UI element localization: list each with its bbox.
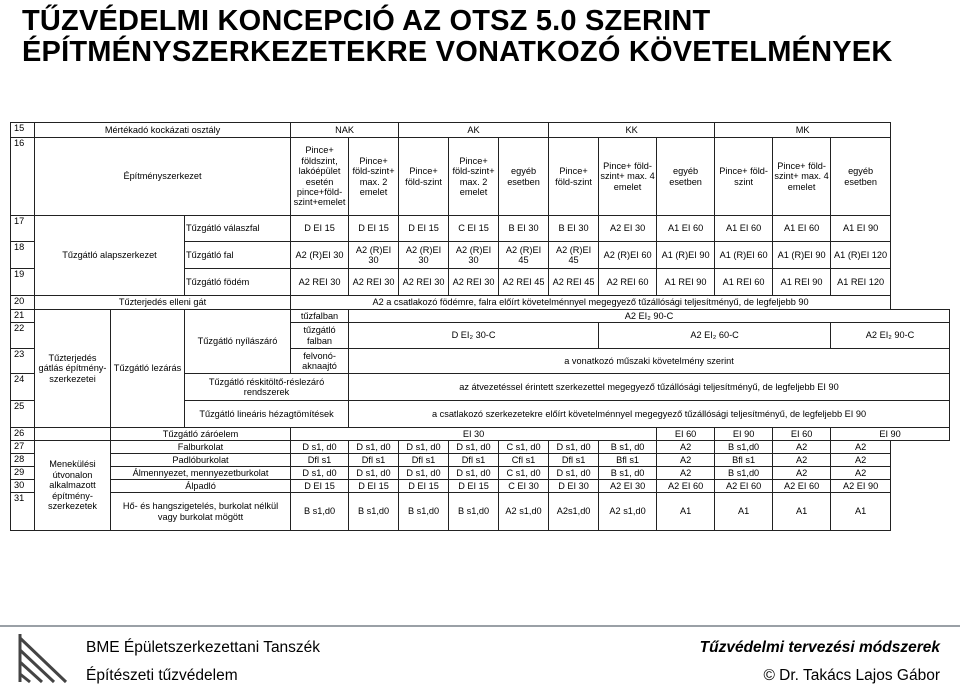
table-cell: A1: [773, 493, 831, 531]
table-cell: B s1,d0: [715, 441, 773, 454]
table-cell: A2: [773, 441, 831, 454]
table-cell: D EI 15: [399, 480, 449, 493]
table-cell: A2 REI 30: [291, 269, 349, 296]
table-cell: B s1,d0: [449, 493, 499, 531]
table-cell: egyéb esetben: [657, 138, 715, 216]
table-cell: A2 EI₂ 60-C: [599, 323, 831, 349]
table-cell: A1: [657, 493, 715, 531]
header-nak: NAK: [291, 123, 399, 138]
table-cell: D s1, d0: [549, 441, 599, 454]
table-cell: A2 REI 30: [399, 269, 449, 296]
table-cell: egyéb esetben: [831, 138, 891, 216]
header-kk: KK: [549, 123, 715, 138]
row-number: 21: [11, 310, 35, 323]
row-label: Tűzgátló réskitöltő-réslezáró rendszerek: [185, 374, 349, 401]
table-cell: A2 REI 30: [349, 269, 399, 296]
table-cell: B s1, d0: [599, 441, 657, 454]
table-cell: A2 EI 60: [715, 480, 773, 493]
table-cell: D s1, d0: [399, 467, 449, 480]
table-cell: A2: [657, 454, 715, 467]
table-cell: Pince+ föld-szint+ max. 2 emelet: [449, 138, 499, 216]
table-cell: A1 EI 60: [773, 216, 831, 242]
row-number: 16: [11, 138, 35, 216]
table-cell: Dfl s1: [449, 454, 499, 467]
group-label: [35, 428, 111, 441]
table-cell: Pince+ föld-szint: [549, 138, 599, 216]
table-cell: D EI 15: [399, 216, 449, 242]
page-title: [22, 6, 952, 68]
table-cell: Cfl s1: [499, 454, 549, 467]
row-label: Tűzgátló válaszfal: [185, 216, 291, 242]
row-label: tűzgátló falban: [291, 323, 349, 349]
row-label: Álmennyezet, mennyezetburkolat: [111, 467, 291, 480]
row-number: 25: [11, 401, 35, 428]
table-cell: Pince+ föld-szint+ max. 4 emelet: [599, 138, 657, 216]
row-number: 26: [11, 428, 35, 441]
table-cell: A1 EI 60: [715, 216, 773, 242]
table-cell: D EI₂ 30-C: [349, 323, 599, 349]
row-number: 31: [11, 493, 35, 531]
table-cell: A1: [715, 493, 773, 531]
table-cell: A2 EI₂ 90-C: [831, 323, 950, 349]
row-number: 30: [11, 480, 35, 493]
table-cell: A2: [657, 441, 715, 454]
table-row: [11, 310, 950, 323]
row-label: Tűzgátló záróelem: [111, 428, 291, 441]
course-title: Tűzvédelmi tervezési módszerek: [699, 639, 940, 656]
row-label: Tűzgátló lineáris hézagtömítések: [185, 401, 349, 428]
row-label: Építményszerkezet: [35, 138, 291, 216]
row-number: 28: [11, 454, 35, 467]
footer-divider: [0, 625, 960, 627]
table-cell: A1 (R)EI 90: [773, 242, 831, 269]
table-cell: A2 EI₂ 90-C: [349, 310, 950, 323]
header-ak: AK: [399, 123, 549, 138]
row-number: 18: [11, 242, 35, 269]
table-row: [11, 493, 950, 531]
table-cell: A2 REI 60: [599, 269, 657, 296]
row-number: 27: [11, 441, 35, 454]
group-label: Tűzterjedés gátlás építmény-szerkezetei: [35, 310, 111, 428]
table-cell: A1 (R)EI 120: [831, 242, 891, 269]
table-row: [11, 428, 950, 441]
table-cell: Bfl s1: [715, 454, 773, 467]
table-cell: az átvezetéssel érintett szerkezettel megegyező tűzállósági teljesítményű, de legfeljebb EI 90: [349, 374, 950, 401]
table-row: [11, 454, 950, 467]
group-label: Tűzgátló alapszerkezet: [35, 216, 185, 296]
table-cell: D s1, d0: [549, 467, 599, 480]
table-cell: EI 90: [715, 428, 773, 441]
table-cell: A1 (R)EI 90: [657, 242, 715, 269]
table-cell: Pince+ föld-szint: [715, 138, 773, 216]
table-cell: A2 EI 90: [831, 480, 891, 493]
table-row: [11, 123, 950, 138]
table-cell: A2: [831, 454, 891, 467]
table-cell: A2 s1,d0: [499, 493, 549, 531]
table-row: [11, 296, 950, 310]
table-cell: EI 30: [291, 428, 657, 441]
table-cell: Dfl s1: [349, 454, 399, 467]
table-cell: A1 REI 120: [831, 269, 891, 296]
table-cell: A2 EI 60: [773, 480, 831, 493]
group-label: Tűzgátló nyílászáró: [185, 310, 291, 374]
table-cell: A2 (R)EI 30: [449, 242, 499, 269]
table-cell: A2: [831, 441, 891, 454]
table-cell: D EI 15: [291, 216, 349, 242]
table-row: [11, 138, 950, 216]
table-cell: D s1, d0: [291, 441, 349, 454]
table-cell: a vonatkozó műszaki követelmény szerint: [349, 349, 950, 374]
table-cell: D EI 15: [349, 480, 399, 493]
group-label: Menekülési útvonalon alkalmazott építmény-szerkezetek: [35, 441, 111, 531]
table-cell: D s1, d0: [291, 467, 349, 480]
table-cell: A2: [657, 467, 715, 480]
table-cell: Dfl s1: [549, 454, 599, 467]
table-cell: D s1, d0: [399, 441, 449, 454]
table-cell: D EI 15: [449, 480, 499, 493]
table-cell: A1 EI 90: [831, 216, 891, 242]
row-number: 17: [11, 216, 35, 242]
table-cell: A2 REI 30: [449, 269, 499, 296]
table-cell: C s1, d0: [499, 441, 549, 454]
subject-name: Építészeti tűzvédelem: [86, 667, 238, 684]
row-label: Falburkolat: [111, 441, 291, 454]
table-cell: a csatlakozó szerkezetekre előírt követelménnyel megegyező tűzállósági teljesítményű, de legfeljebb EI 90: [349, 401, 950, 428]
requirements-table: [10, 122, 950, 531]
table-cell: A2 EI 30: [599, 480, 657, 493]
table-cell: Pince+ föld-szint+ max. 2 emelet: [349, 138, 399, 216]
table-row: [11, 441, 950, 454]
table-cell: D s1, d0: [449, 441, 499, 454]
row-label: Álpadló: [111, 480, 291, 493]
row-label: tűzfalban: [291, 310, 349, 323]
department-name: BME Épületszerkezettani Tanszék: [86, 639, 321, 656]
row-label: Tűzterjedés elleni gát: [35, 296, 291, 310]
row-number: 19: [11, 269, 35, 296]
group-label: Tűzgátló lezárás: [111, 310, 185, 428]
table-cell: A2 (R)EI 30: [349, 242, 399, 269]
table-cell: egyéb esetben: [499, 138, 549, 216]
table-cell: C s1, d0: [499, 467, 549, 480]
table-cell: A2 (R)EI 45: [549, 242, 599, 269]
table-cell: A2 (R)EI 30: [399, 242, 449, 269]
table-cell: D EI 15: [291, 480, 349, 493]
table-cell: A2 (R)EI 45: [499, 242, 549, 269]
table-cell: Dfl s1: [399, 454, 449, 467]
row-label: Mértékadó kockázati osztály: [35, 123, 291, 138]
table-cell: A1 REI 90: [657, 269, 715, 296]
table-cell: D s1, d0: [349, 467, 399, 480]
table-cell: B s1,d0: [349, 493, 399, 531]
row-number: 23: [11, 349, 35, 374]
table-cell: A2: [773, 467, 831, 480]
table-cell: A1 EI 60: [657, 216, 715, 242]
table-cell: A2 s1,d0: [599, 493, 657, 531]
table-cell: EI 60: [773, 428, 831, 441]
title-line-2: ÉPÍTMÉNYSZERKEZETEKRE VONATKOZÓ KÖVETELMÉNYEK: [22, 36, 893, 68]
table-cell: Pince+ földszint, lakóépület esetén pince+föld-szint+emelet: [291, 138, 349, 216]
author-credit: © Dr. Takács Lajos Gábor: [763, 667, 940, 684]
table-cell: D EI 30: [549, 480, 599, 493]
table-cell: A1: [831, 493, 891, 531]
table-cell: A2 a csatlakozó födémre, falra előírt követelménnyel megegyező tűzállósági teljesítményű, de legfeljebb 90: [291, 296, 891, 310]
table-cell: A2 REI 45: [549, 269, 599, 296]
table-cell: Dfl s1: [291, 454, 349, 467]
header-mk: MK: [715, 123, 891, 138]
row-label: Tűzgátló födém: [185, 269, 291, 296]
table-row: [11, 216, 950, 242]
table-cell: A2: [831, 467, 891, 480]
table-row: [11, 480, 950, 493]
table-cell: C EI 30: [499, 480, 549, 493]
table-cell: EI 90: [831, 428, 950, 441]
table-cell: A2 REI 45: [499, 269, 549, 296]
table-cell: EI 60: [657, 428, 715, 441]
row-label: Padlóburkolat: [111, 454, 291, 467]
table-cell: D s1, d0: [349, 441, 399, 454]
table-cell: A2 EI 30: [599, 216, 657, 242]
row-number: 29: [11, 467, 35, 480]
title-line-1: TŰZVÉDELMI KONCEPCIÓ AZ OTSZ 5.0 SZERINT: [22, 5, 711, 37]
table-cell: A2s1,d0: [549, 493, 599, 531]
table-cell: A2: [773, 454, 831, 467]
table-cell: C EI 15: [449, 216, 499, 242]
table-cell: Pince+ föld-szint+ max. 4 emelet: [773, 138, 831, 216]
table-cell: A1 (R)EI 60: [715, 242, 773, 269]
row-number: 15: [11, 123, 35, 138]
table-cell: A2 (R)EI 60: [599, 242, 657, 269]
row-label: felvonó-aknaajtó: [291, 349, 349, 374]
table-cell: D s1, d0: [449, 467, 499, 480]
table-cell: A2 (R)EI 30: [291, 242, 349, 269]
row-number: 22: [11, 323, 35, 349]
table-cell: D EI 15: [349, 216, 399, 242]
table-cell: B s1,d0: [399, 493, 449, 531]
table-row: [11, 467, 950, 480]
table-cell: B EI 30: [549, 216, 599, 242]
table-cell: B s1, d0: [599, 467, 657, 480]
row-label: Tűzgátló fal: [185, 242, 291, 269]
table-cell: Bfl s1: [599, 454, 657, 467]
department-logo-icon: [18, 632, 76, 684]
row-number: 20: [11, 296, 35, 310]
table-cell: B EI 30: [499, 216, 549, 242]
table-cell: A1 REI 60: [715, 269, 773, 296]
table-cell: B s1,d0: [715, 467, 773, 480]
table-cell: A2 EI 60: [657, 480, 715, 493]
table-cell: Pince+ föld-szint: [399, 138, 449, 216]
row-label: Hő- és hangszigetelés, burkolat nélkül vagy burkolat mögött: [111, 493, 291, 531]
table-cell: B s1,d0: [291, 493, 349, 531]
table-cell: A1 REI 90: [773, 269, 831, 296]
row-number: 24: [11, 374, 35, 401]
